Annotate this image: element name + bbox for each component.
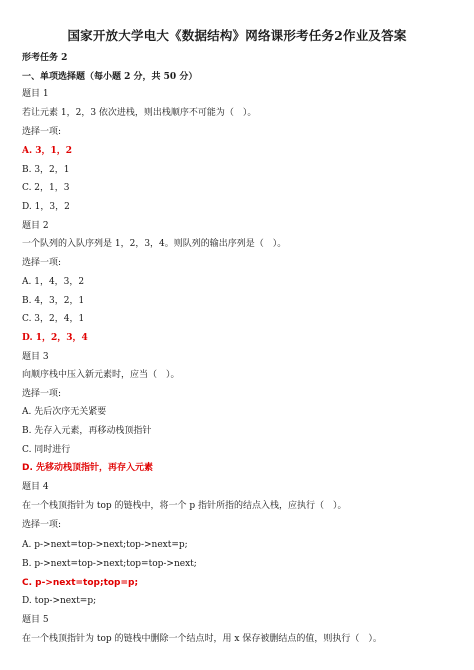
question-1-option-c[interactable]: C. 2，1，3: [22, 183, 70, 193]
question-1-prompt: 选择一项:: [22, 127, 62, 137]
question-3-option-c[interactable]: C. 同时进行: [22, 445, 71, 455]
question-1-text: 若让元素 1，2，3 依次进栈，则出栈顺序不可能为（ ）。: [22, 108, 257, 118]
question-1-option-d[interactable]: D. 1，3，2: [22, 202, 70, 212]
question-3-label: 题目 3: [22, 352, 49, 362]
question-3-option-b[interactable]: B. 先存入元素，再移动栈顶指针: [22, 426, 152, 436]
task-label: 形考任务 2: [22, 53, 68, 63]
question-4-option-b[interactable]: B. p->next=top->next;top=top->next;: [22, 559, 197, 569]
question-2-option-b[interactable]: B. 4，3，2，1: [22, 296, 85, 306]
question-3-option-a[interactable]: A. 先后次序无关紧要: [22, 407, 107, 417]
question-1-option-b[interactable]: B. 3，2，1: [22, 165, 70, 175]
question-5-text: 在一个栈顶指针为 top 的链栈中删除一个结点时，用 x 保存被删结点的值，则执行（ ）。: [22, 634, 382, 644]
question-5-label: 题目 5: [22, 615, 49, 625]
question-2-text: 一个队列的入队序列是 1，2，3，4。则队列的输出序列是（ ）。: [22, 239, 287, 249]
question-2-option-a[interactable]: A. 1，4，3，2: [22, 277, 85, 287]
question-3-text: 向顺序栈中压入新元素时，应当（ ）。: [22, 370, 180, 380]
question-4-option-c-answer[interactable]: C. p->next=top;top=p;: [22, 578, 139, 588]
question-4-text: 在一个栈顶指针为 top 的链栈中，将一个 p 指针所指的结点入栈，应执行（ ）。: [22, 501, 347, 511]
question-4-option-a[interactable]: A. p->next=top->next;top->next=p;: [22, 540, 188, 550]
question-1-option-a-answer[interactable]: A. 3，1，2: [22, 146, 73, 156]
question-1-label: 题目 1: [22, 89, 49, 99]
question-2-option-c[interactable]: C. 3，2，4，1: [22, 314, 85, 324]
question-3-prompt: 选择一项:: [22, 389, 62, 399]
question-4-option-d[interactable]: D. top->next=p;: [22, 596, 97, 606]
question-4-prompt: 选择一项:: [22, 520, 62, 530]
question-2-label: 题目 2: [22, 221, 49, 231]
question-3-option-d-answer[interactable]: D. 先移动栈顶指针，再存入元素: [22, 463, 154, 473]
question-2-prompt: 选择一项:: [22, 258, 62, 268]
question-2-option-d-answer[interactable]: D. 1，2，3，4: [22, 333, 88, 343]
section-heading: 一、单项选择题（每小题 2 分，共 50 分）: [22, 72, 198, 82]
document-title: 国家开放大学电大《数据结构》网络课形考任务2作业及答案: [67, 28, 407, 43]
question-4-label: 题目 4: [22, 482, 49, 492]
